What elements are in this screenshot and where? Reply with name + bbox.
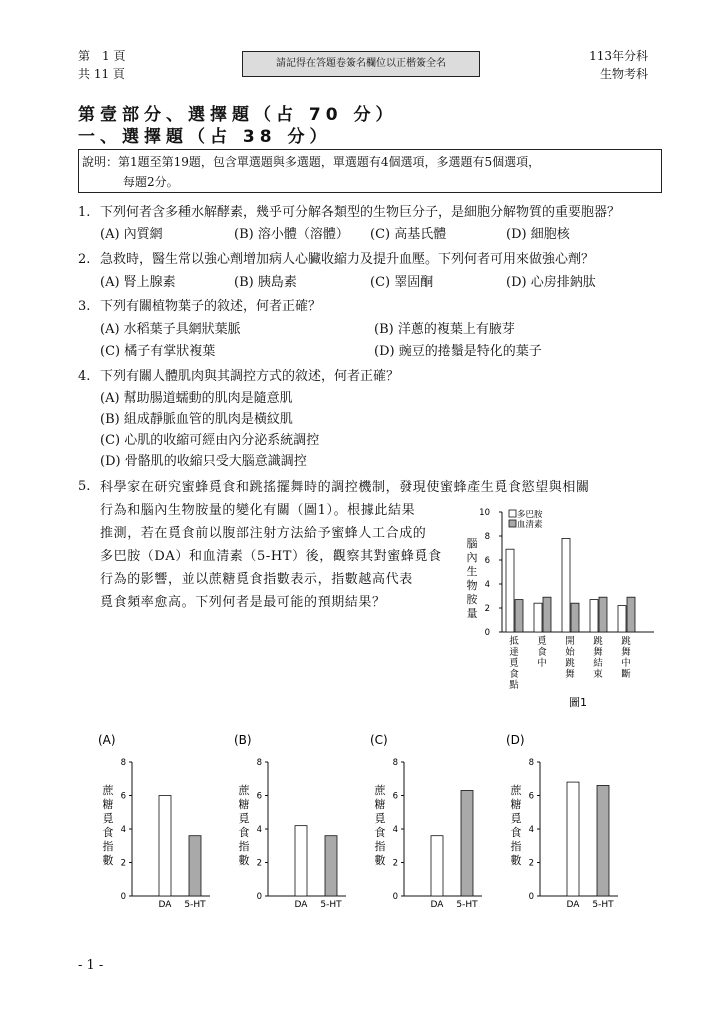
option-ytick-label: 0 [392, 892, 398, 902]
fig1-category-label: 抵達覓食點 [509, 636, 519, 691]
option-d-chart-wrap[interactable] [500, 732, 640, 916]
option-ytick-label: 4 [256, 825, 262, 835]
option-d-chart [500, 732, 640, 916]
q2-option-d[interactable]: (D) 心房排鈉肽 [506, 275, 596, 290]
fig1-bar [571, 603, 579, 632]
page-footer: - 1 - [78, 958, 104, 973]
option-c-chart [364, 732, 504, 916]
option-ytick-label: 2 [392, 858, 398, 869]
option-ytick-label: 6 [120, 791, 126, 802]
option-category-label: 5-HT [320, 900, 342, 910]
option-ytick-label: 2 [256, 858, 262, 869]
exam-year: 113年分科 [589, 49, 648, 63]
option-bar [461, 790, 473, 896]
option-ylabel: 蔗糖覓食指數 [238, 784, 250, 867]
fig1-ytick-label: 2 [484, 604, 490, 614]
fig1-ytick-label: 10 [479, 508, 490, 518]
option-category-label: DA [294, 900, 308, 910]
option-category-label: DA [158, 900, 172, 910]
option-category-label: DA [430, 900, 444, 910]
fig1-ytick-label: 0 [484, 628, 490, 638]
option-ytick-label: 2 [528, 858, 534, 869]
fig1-legend-5ht: 血清素 [517, 520, 543, 530]
option-ytick-label: 8 [120, 758, 126, 768]
q5-line3: 推測，若在覓食前以腹部注射方法給予蜜蜂人工合成的 [100, 526, 427, 541]
option-ytick-label: 0 [120, 892, 126, 902]
q4-stem: 下列有關人體肌肉與其調控方式的敘述，何者正確？ [100, 369, 400, 384]
total-pages: 共 11 頁 [78, 67, 125, 81]
option-category-label: 5-HT [184, 900, 206, 910]
figure-1-chart [460, 500, 660, 715]
fig1-bar [590, 600, 598, 632]
fig1-legend-da: 多巴胺 [517, 510, 543, 520]
q4-option-d[interactable]: (D) 骨骼肌的收縮只受大腦意識調控 [100, 454, 307, 469]
q1-option-c[interactable]: (C) 高基氏體 [370, 227, 447, 242]
option-ytick-label: 8 [392, 758, 398, 768]
fig1-bar [543, 597, 551, 632]
q5-line4: 多巴胺（DA）和血清素（5-HT）後，觀察其對蜜蜂覓食 [100, 549, 442, 564]
q2-option-b[interactable]: (B) 胰島素 [234, 275, 297, 290]
option-ytick-label: 4 [392, 825, 398, 835]
option-category-label: 5-HT [456, 900, 478, 910]
q1-number: 1. [78, 205, 91, 220]
q3-option-b[interactable]: (B) 洋蔥的複葉上有腋芽 [374, 322, 515, 337]
q4-option-b[interactable]: (B) 組成靜脈血管的肌肉是橫紋肌 [100, 412, 293, 427]
option-bar [295, 826, 307, 896]
q2-number: 2. [78, 252, 91, 267]
q5-line1: 科學家在研究蜜蜂覓食和跳搖擺舞時的調控機制，發現使蜜蜂產生覓食慾望與相關 [100, 480, 590, 495]
q3-option-a[interactable]: (A) 水稻葉子具網狀葉脈 [100, 322, 241, 337]
instructions-line2: 每題2分。 [123, 175, 179, 189]
option-ytick-label: 8 [528, 758, 534, 768]
q3-option-d[interactable]: (D) 豌豆的捲鬚是特化的葉子 [374, 344, 542, 359]
fig1-bar [506, 549, 514, 632]
q3-number: 3. [78, 299, 91, 314]
q4-option-a[interactable]: (A) 幫助腸道蠕動的肌肉是隨意肌 [100, 391, 293, 406]
q1-option-a[interactable]: (A) 內質網 [100, 227, 163, 242]
q2-option-c[interactable]: (C) 睪固酮 [370, 275, 434, 290]
option-label: (B) [234, 733, 252, 747]
q3-option-c[interactable]: (C) 橘子有掌狀複葉 [100, 344, 216, 359]
fig1-ytick-label: 6 [484, 556, 490, 566]
q1-option-d[interactable]: (D) 細胞核 [506, 227, 570, 242]
signature-notice: 請記得在答題卷簽名欄位以正楷簽全名 [242, 51, 480, 77]
q2-stem: 急救時，醫生常以強心劑增加病人心臟收縮力及提升血壓。下列何者可用來做強心劑？ [100, 252, 595, 267]
option-ytick-label: 4 [120, 825, 126, 835]
fig1-bar [515, 600, 523, 632]
option-bar [431, 836, 443, 896]
option-label: (A) [98, 733, 116, 747]
option-bar [325, 836, 337, 896]
fig1-ytick-label: 4 [484, 580, 490, 590]
figure-1 [460, 500, 660, 715]
option-ytick-label: 6 [256, 791, 262, 802]
instructions-line1: 說明：第1題至第19題，包含單選題與多選題，單選題有4個選項，多選題有5個選項， [82, 155, 541, 169]
option-category-label: DA [566, 900, 580, 910]
fig1-category-label: 跳舞中斷 [621, 636, 631, 680]
q5-line6: 覓食頻率愈高。下列何者是最可能的預期結果？ [100, 595, 386, 610]
option-a-chart-wrap[interactable] [92, 732, 232, 916]
option-ytick-label: 2 [120, 858, 126, 869]
q5-line2: 行為和腦內生物胺量的變化有關（圖1）。根據此結果 [100, 503, 416, 518]
option-label: (C) [370, 733, 388, 747]
exam-subject: 生物考科 [599, 67, 648, 81]
fig1-legend-swatch-5ht [509, 520, 516, 527]
q5-number: 5. [78, 479, 91, 494]
option-bar [597, 785, 609, 896]
q5-line5: 行為的影響，並以蔗糖覓食指數表示，指數越高代表 [100, 572, 413, 587]
option-bar [159, 796, 171, 897]
q4-option-c[interactable]: (C) 心肌的收縮可經由內分泌系統調控 [100, 433, 320, 448]
fig1-bar [599, 597, 607, 632]
fig1-ylabel: 腦內生物胺量 [466, 537, 478, 620]
option-a-chart [92, 732, 232, 916]
q3-stem: 下列有關植物葉子的敘述，何者正確？ [100, 299, 322, 314]
fig1-category-label: 覓食中 [537, 636, 547, 669]
option-category-label: 5-HT [592, 900, 614, 910]
option-ytick-label: 8 [256, 758, 262, 768]
option-b-chart [228, 732, 368, 916]
fig1-category-label: 跳舞結束 [593, 636, 603, 680]
fig1-category-label: 開始跳舞 [565, 636, 575, 680]
fig1-bar [618, 606, 626, 632]
option-ytick-label: 0 [528, 892, 534, 902]
option-ytick-label: 6 [392, 791, 398, 802]
section-title: 第壹部分、選擇題（占 70 分） [78, 105, 398, 125]
q2-option-a[interactable]: (A) 腎上腺素 [100, 275, 176, 290]
q4-number: 4. [78, 369, 91, 384]
fig1-ytick-label: 8 [484, 532, 490, 542]
option-ytick-label: 6 [528, 791, 534, 802]
option-ylabel: 蔗糖覓食指數 [102, 784, 114, 867]
option-ylabel: 蔗糖覓食指數 [510, 784, 522, 867]
fig1-legend-swatch-da [509, 510, 516, 517]
option-ytick-label: 0 [256, 892, 262, 902]
option-ytick-label: 4 [528, 825, 534, 835]
q1-option-b[interactable]: (B) 溶小體（溶體） [234, 227, 349, 242]
fig1-bar [627, 597, 635, 632]
section-subtitle: 一、選擇題（占 38 分） [78, 127, 332, 147]
fig1-caption: 圖1 [569, 696, 587, 709]
option-label: (D) [506, 733, 525, 747]
option-b-chart-wrap[interactable] [228, 732, 368, 916]
instructions-box [78, 149, 662, 193]
option-bar [189, 836, 201, 896]
option-ylabel: 蔗糖覓食指數 [374, 784, 386, 867]
fig1-bar [534, 603, 542, 632]
fig1-bar [562, 538, 570, 632]
option-bar [567, 782, 579, 896]
q1-stem: 下列何者含多種水解酵素，幾乎可分解各類型的生物巨分子，是細胞分解物質的重要胞器？ [100, 205, 621, 220]
page-number: 第 1 頁 [78, 49, 126, 63]
option-c-chart-wrap[interactable] [364, 732, 504, 916]
